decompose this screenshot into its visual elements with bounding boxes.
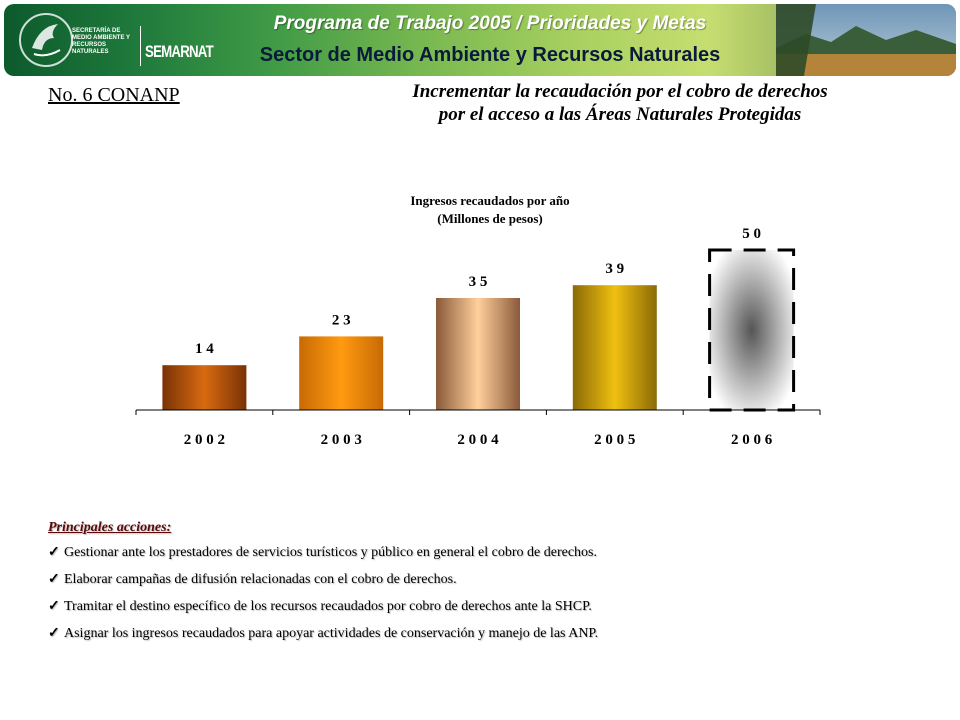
value-label: 2 3 [331, 312, 351, 329]
action-item [48, 571, 928, 588]
value-label: 1 4 [195, 341, 214, 358]
category-label: 2 0 0 6 [730, 432, 773, 448]
bar-2005 [573, 285, 657, 410]
banner-title: Programa de Trabajo 2005 / Prioridades y Metas [273, 13, 707, 34]
action-text: Elaborar campañas de difusión relacionadas con el cobro de derechos. [64, 572, 457, 587]
value-label: 3 9 [605, 261, 625, 278]
action-item [48, 598, 928, 615]
bar-2006 [710, 250, 794, 410]
action-text: Asignar los ingresos recaudados para apoyar actividades de conservación y manejo de las ANP. [64, 626, 599, 641]
action-text: Gestionar ante los prestadores de servicios turísticos y público en general el cobro de derechos. [64, 545, 597, 560]
chart-title: Ingresos recaudados por año [410, 193, 570, 208]
category-label: 2 0 0 2 [183, 432, 226, 448]
action-text: Tramitar el destino específico de los recursos recaudados por cobro de derechos ante la SHCP. [64, 599, 592, 614]
action-item [48, 625, 928, 642]
category-label: 2 0 0 3 [320, 432, 362, 448]
actions-title: Principales acciones: [48, 520, 172, 535]
bar-2002 [162, 365, 246, 410]
bar-2004 [436, 298, 520, 410]
goal-line-1: Incrementar la recaudación por el cobro de derechos [412, 81, 828, 102]
value-label: 3 5 [468, 274, 488, 290]
check-icon: ✓ [48, 572, 60, 587]
check-icon: ✓ [48, 599, 60, 614]
logo-text: SECRETARÍA DE MEDIO AMBIENTE Y RECURSOS NATURALES [72, 28, 130, 55]
goal-line-2: por el acceso a las Áreas Naturales Protegidas [438, 104, 802, 125]
logo-brand: SEMARNAT [145, 42, 213, 61]
banner-subtitle: Sector de Medio Ambiente y Recursos Naturales [259, 44, 721, 66]
action-item [48, 544, 928, 561]
actions-section [48, 520, 928, 652]
check-icon: ✓ [48, 545, 60, 560]
chart-subtitle: (Millones de pesos) [437, 211, 543, 226]
category-label: 2 0 0 5 [594, 432, 636, 448]
category-label: 2 0 0 4 [457, 432, 499, 448]
check-icon: ✓ [48, 626, 60, 641]
item-number: No. 6 CONANP [48, 84, 180, 106]
value-label: 5 0 [742, 226, 761, 242]
bar-2003 [299, 336, 383, 410]
